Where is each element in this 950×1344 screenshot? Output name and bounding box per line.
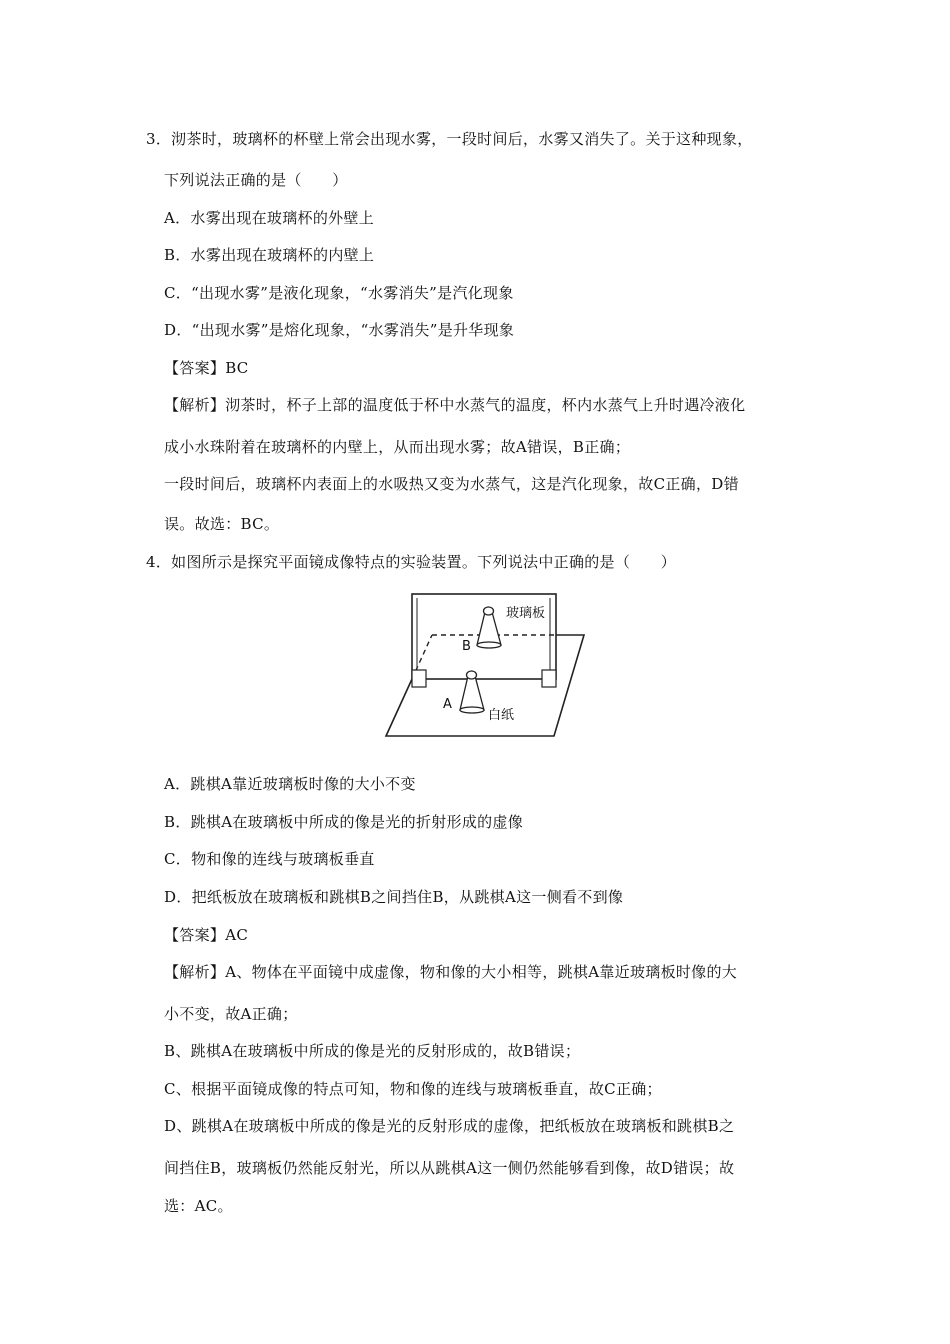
q3-analysis-line-4: 误。故选：BC。 bbox=[164, 515, 280, 533]
q3-analysis-line-1: 【解析】沏茶时，杯子上部的温度低于杯中水蒸气的温度，杯内水蒸气上升时遇冷液化 bbox=[164, 396, 746, 414]
q4-option-d: D．把纸板放在玻璃板和跳棋B之间挡住B，从跳棋A这一侧看不到像 bbox=[164, 888, 624, 906]
support-block-right bbox=[542, 670, 556, 687]
q3-analysis-line-3: 一段时间后，玻璃杯内表面上的水吸热又变为水蒸气，这是汽化现象，故C正确，D错 bbox=[164, 475, 739, 493]
chess-piece-b bbox=[477, 612, 501, 645]
q4-analysis-line-2: 小不变，故A正确； bbox=[164, 1005, 298, 1023]
q4-analysis-line-5: D、跳棋A在玻璃板中所成的像是光的反射形成的虚像，把纸板放在玻璃板和跳棋B之 bbox=[164, 1117, 735, 1135]
glass-plate-label: 玻璃板 bbox=[506, 606, 546, 621]
q4-option-a: A．跳棋A靠近玻璃板时像的大小不变 bbox=[164, 775, 416, 793]
q4-analysis-line-1: 【解析】A、物体在平面镜中成虚像，物和像的大小相等，跳棋A靠近玻璃板时像的大 bbox=[164, 963, 738, 981]
q3-option-d: D．“出现水雾”是熔化现象，“水雾消失”是升华现象 bbox=[164, 321, 515, 339]
q4-analysis-line-3: B、跳棋A在玻璃板中所成的像是光的反射形成的，故B错误； bbox=[164, 1042, 581, 1060]
plane-mirror-apparatus-figure bbox=[384, 590, 590, 740]
q3-option-b: B．水雾出现在玻璃杯的内壁上 bbox=[164, 246, 375, 264]
piece-a-label: A bbox=[443, 697, 452, 712]
q3-option-a: A．水雾出现在玻璃杯的外壁上 bbox=[164, 209, 375, 227]
support-block-left bbox=[412, 670, 426, 687]
white-paper-label: 白纸 bbox=[488, 708, 515, 723]
q4-option-b: B．跳棋A在玻璃板中所成的像是光的折射形成的虚像 bbox=[164, 813, 524, 831]
chess-piece-a bbox=[460, 676, 484, 710]
q4-answer: 【答案】AC bbox=[164, 926, 249, 944]
q4-stem: 4．如图所示是探究平面镜成像特点的实验装置。下列说法中正确的是（ ） bbox=[146, 553, 677, 571]
q3-option-c: C．“出现水雾”是液化现象，“水雾消失”是汽化现象 bbox=[164, 284, 514, 302]
q4-analysis-line-6: 间挡住B，玻璃板仍然能反射光，所以从跳棋A这一侧仍然能够看到像，故D错误；故 bbox=[164, 1159, 735, 1177]
q4-option-c: C．物和像的连线与玻璃板垂直 bbox=[164, 850, 375, 868]
q4-analysis-line-4: C、根据平面镜成像的特点可知，物和像的连线与玻璃板垂直，故C正确； bbox=[164, 1080, 662, 1098]
q3-analysis-line-2: 成小水珠附着在玻璃杯的内壁上，从而出现水雾；故A错误，B正确； bbox=[164, 438, 631, 456]
q3-stem-line-1: 3．沏茶时，玻璃杯的杯壁上常会出现水雾，一段时间后，水雾又消失了。关于这种现象， bbox=[146, 130, 753, 148]
q4-analysis-line-7: 选：AC。 bbox=[164, 1197, 233, 1215]
q3-stem-line-2: 下列说法正确的是（ ） bbox=[164, 171, 348, 189]
q3-answer: 【答案】BC bbox=[164, 359, 249, 377]
piece-b-label: B bbox=[462, 639, 471, 654]
